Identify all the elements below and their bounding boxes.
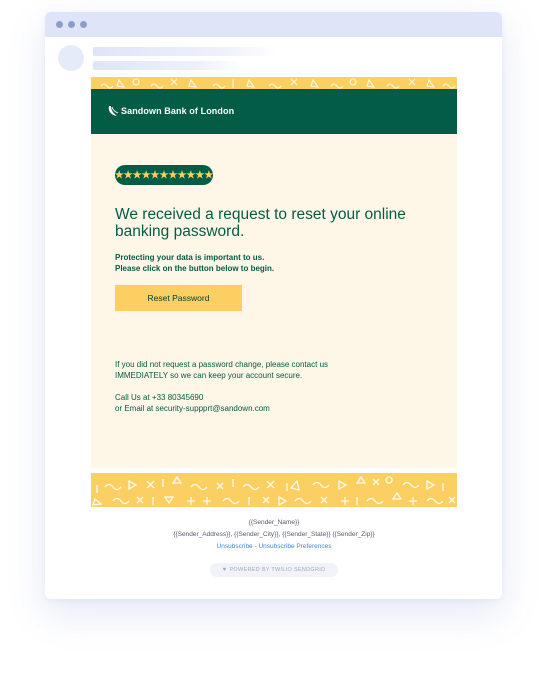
security-notice	[115, 359, 435, 381]
email-body	[91, 77, 457, 577]
sender-name-placeholder	[93, 47, 278, 56]
sender-address: {{Sender_Address}}, {{Sender_City}}, {{Sender_State}} {{Sender_Zip}}	[173, 531, 375, 538]
intro-line-2: Please click on the button below to begin.	[115, 264, 275, 273]
minimize-dot[interactable]	[68, 21, 75, 28]
unsubscribe-preferences-link[interactable]: Unsubscribe Preferences	[258, 543, 332, 550]
subject-placeholder	[93, 61, 243, 70]
email-content	[91, 134, 457, 468]
sender-avatar	[58, 45, 84, 71]
email-contact-line[interactable]: or Email at security-suppprt@sandown.com	[115, 404, 270, 413]
email-headline: We received a request to reset your online banking password.	[115, 206, 406, 240]
email-client-window	[45, 12, 502, 599]
window-titlebar	[45, 12, 502, 37]
notice-line-2: IMMEDIATELY so we can keep your account secure.	[115, 371, 303, 380]
sender-name: {{Sender_Name}}	[248, 519, 300, 526]
unsubscribe-links	[91, 541, 457, 553]
bank-logo-icon	[107, 105, 119, 117]
notice-line-1: If you did not request a password change, please contact us	[115, 360, 329, 369]
close-dot[interactable]	[56, 21, 63, 28]
email-footer	[91, 517, 457, 577]
contact-info	[115, 392, 435, 414]
powered-by-text: POWERED BY TWILIO SENDGRID	[229, 567, 326, 573]
unsubscribe-link[interactable]: Unsubscribe	[216, 543, 253, 550]
decorative-pattern-bottom	[91, 473, 457, 507]
pattern-banner-top	[91, 77, 457, 89]
powered-by-badge[interactable]	[210, 563, 338, 577]
pattern-banner-bottom	[91, 473, 457, 507]
decorative-pattern-top	[91, 77, 457, 89]
bank-name: Sandown Bank of London	[121, 106, 235, 116]
intro-line-1: Protecting your data is important to us.	[115, 253, 265, 262]
heart-icon: ♥	[222, 567, 227, 573]
maximize-dot[interactable]	[80, 21, 87, 28]
masked-password-badge: ★★★★★★★★★★★	[115, 165, 213, 185]
intro-text	[115, 252, 435, 274]
link-separator: -	[252, 543, 259, 550]
reset-password-button[interactable]: Reset Password	[115, 285, 242, 311]
bank-header	[91, 89, 457, 134]
phone-line: Call Us at +33 80345690	[115, 393, 204, 402]
